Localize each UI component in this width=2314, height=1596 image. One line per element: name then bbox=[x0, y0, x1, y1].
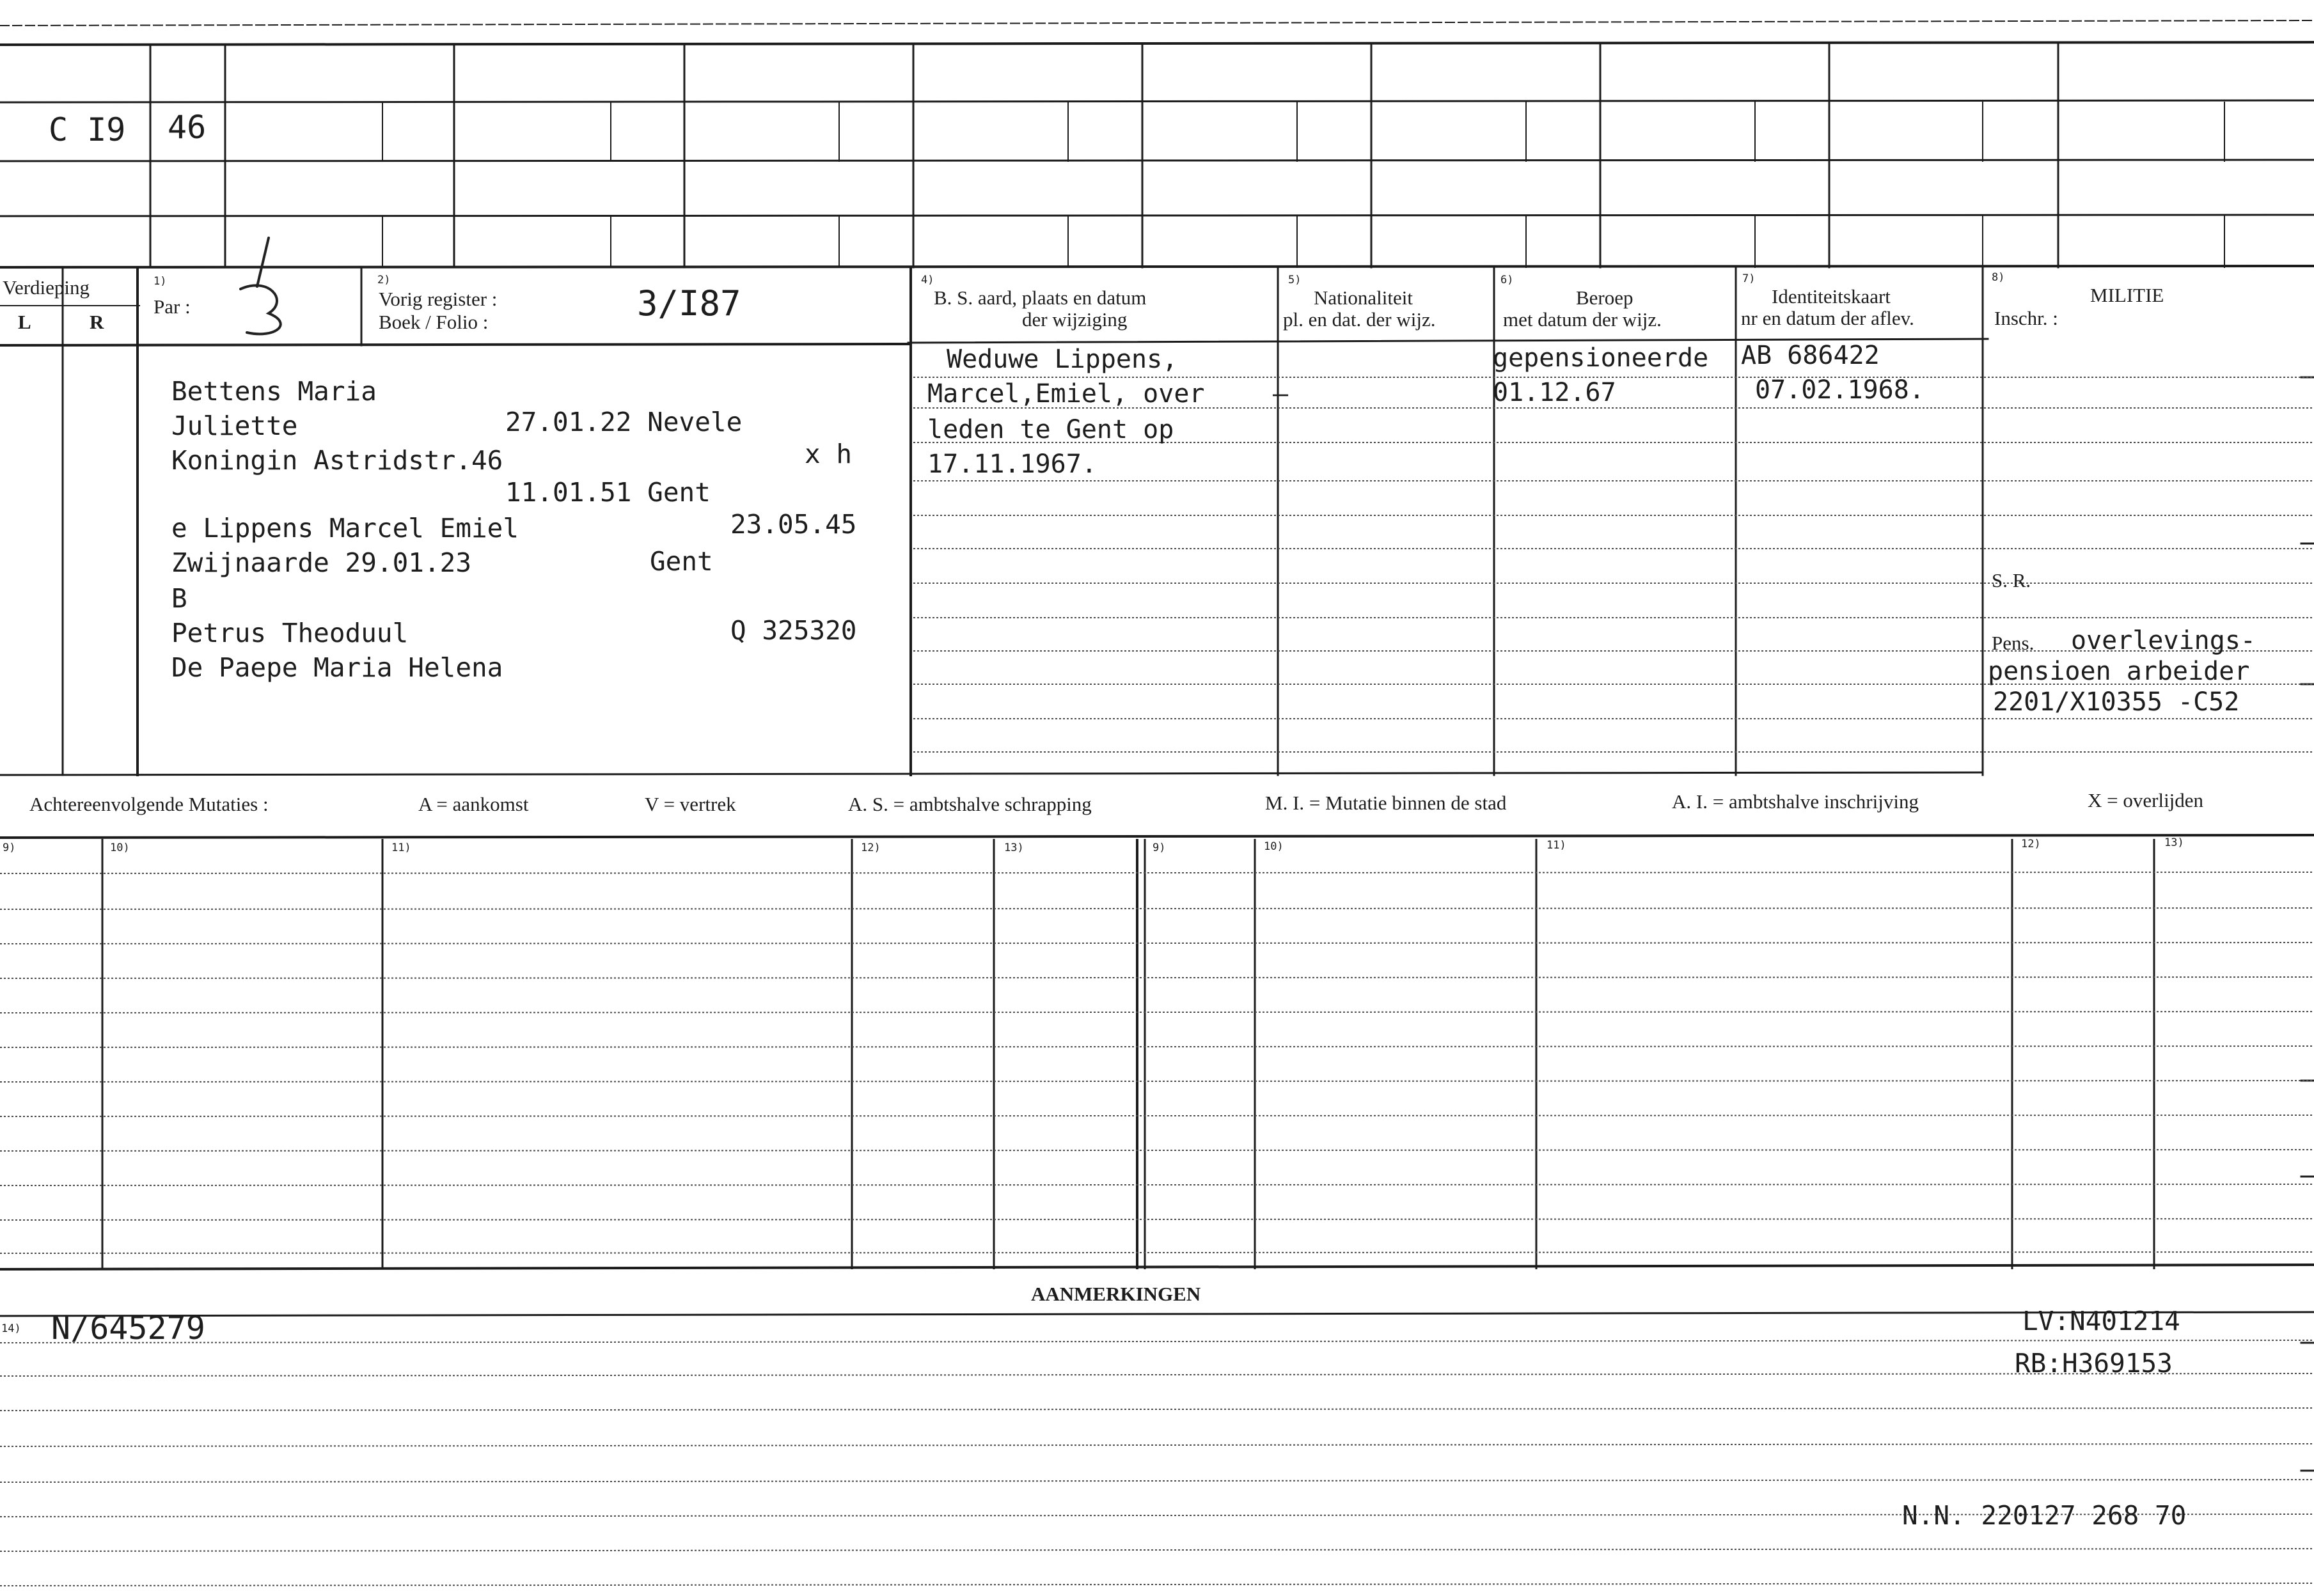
mut-col-11-left: 11) bbox=[391, 841, 411, 854]
bs-line-3: leden te Gent op bbox=[927, 415, 1174, 444]
person-line-9: De Paepe Maria Helena bbox=[171, 652, 503, 683]
mutaties-legend-x: X = overlijden bbox=[2088, 789, 2204, 811]
bs-line-4: 17.11.1967. bbox=[927, 450, 1097, 479]
person-line-2-date: 27.01.22 Nevele bbox=[505, 407, 743, 437]
mut-col-12-left: 12) bbox=[861, 841, 881, 854]
label-nationaliteit-line2: pl. en dat. der wijz. bbox=[1283, 308, 1436, 331]
mutaties-title: Achtereenvolgende Mutaties : bbox=[29, 793, 269, 815]
person-line-3: Koningin Astridstr.46 bbox=[171, 445, 503, 476]
label-bs-line1: B. S. aard, plaats en datum bbox=[934, 286, 1147, 309]
bs-line-1: Weduwe Lippens, bbox=[947, 345, 1178, 374]
label-beroep: Beroep bbox=[1576, 286, 1633, 309]
bs-line-2: Marcel,Emiel, over bbox=[927, 379, 1205, 409]
mut-col-13-right: 13) bbox=[2164, 836, 2184, 849]
person-line-6-place: Gent bbox=[650, 546, 713, 577]
aanmerkingen-lv: LV:N401214 bbox=[2022, 1306, 2180, 1336]
mut-col-10-right: 10) bbox=[1264, 840, 1284, 853]
mut-col-13-left: 13) bbox=[1004, 841, 1024, 854]
mutaties-legend-ai: A. I. = ambtshalve inschrijving bbox=[1672, 790, 1919, 813]
label-boek-folio: Boek / Folio : bbox=[379, 311, 489, 333]
field-number-4: 4) bbox=[921, 274, 934, 286]
person-line-3-mark: x h bbox=[805, 439, 853, 469]
pens-line-2: pensioen arbeider bbox=[1988, 657, 2250, 686]
mut-col-9-right: 9) bbox=[1153, 841, 1166, 854]
field-number-5: 5) bbox=[1288, 274, 1302, 286]
person-line-6: Zwijnaarde 29.01.23 bbox=[171, 547, 471, 578]
label-vorig-register: Vorig register : bbox=[379, 288, 498, 310]
id-card-line-1: AB 686422 bbox=[1741, 341, 1880, 370]
aanmerkingen-value: N/645279 bbox=[51, 1310, 205, 1347]
register-number: 46 bbox=[168, 109, 207, 146]
id-card-line-2: 07.02.1968. bbox=[1755, 375, 1924, 405]
mut-col-9-left: 9) bbox=[3, 841, 16, 854]
field-number-6: 6) bbox=[1500, 274, 1514, 286]
vorig-register-value: 3/I87 bbox=[637, 283, 741, 324]
label-pens: Pens. bbox=[1992, 632, 2035, 654]
field-number-14: 14) bbox=[1, 1322, 21, 1335]
pens-line-3: 2201/X10355 -C52 bbox=[1993, 687, 2240, 717]
register-code: C I9 bbox=[49, 111, 126, 148]
person-line-5-date: 23.05.45 bbox=[730, 509, 857, 540]
mut-col-12-right: 12) bbox=[2021, 838, 2041, 850]
label-verdieping-l: L bbox=[18, 311, 31, 333]
label-inschr: Inschr. : bbox=[1994, 307, 2058, 329]
mutaties-legend-mi: M. I. = Mutatie binnen de stad bbox=[1265, 792, 1507, 814]
mut-col-11-right: 11) bbox=[1547, 839, 1566, 852]
field-number-1: 1) bbox=[153, 275, 167, 288]
field-number-7: 7) bbox=[1742, 272, 1756, 285]
beroep-line-2: 01.12.67 bbox=[1493, 378, 1616, 407]
person-line-8-code: Q 325320 bbox=[730, 615, 857, 646]
label-militie: MILITIE bbox=[2090, 284, 2164, 306]
person-line-5-name: e Lippens Marcel Emiel bbox=[171, 513, 519, 544]
label-identiteitskaart: Identiteitskaart bbox=[1772, 285, 1891, 308]
par-handwritten-mark bbox=[240, 238, 281, 334]
field-number-2: 2) bbox=[377, 274, 391, 286]
field-number-8: 8) bbox=[1992, 271, 2005, 284]
label-beroep-line2: met datum der wijz. bbox=[1503, 308, 1662, 331]
person-line-2-name: Juliette bbox=[171, 411, 298, 441]
label-verdieping-r: R bbox=[90, 311, 104, 333]
mutaties-legend-v: V = vertrek bbox=[645, 793, 736, 815]
label-verdieping: Verdieping bbox=[3, 276, 90, 299]
aanmerkingen-rb: RB:H369153 bbox=[2015, 1348, 2173, 1379]
label-nationaliteit: Nationaliteit bbox=[1314, 286, 1413, 309]
beroep-line-1: gepensioneerde bbox=[1493, 343, 1709, 373]
mutaties-legend-as: A. S. = ambtshalve schrapping bbox=[848, 793, 1092, 815]
person-line-7: B bbox=[171, 583, 187, 614]
aanmerkingen-nn: N.N. 220127 268 70 bbox=[1902, 1500, 2187, 1531]
nationaliteit-value: — bbox=[1273, 379, 1289, 409]
pens-line-1: overlevings- bbox=[2071, 626, 2256, 655]
person-line-8: Petrus Theoduul bbox=[171, 618, 409, 648]
label-sr: S. R. bbox=[1992, 569, 2031, 591]
label-par: Par : bbox=[153, 295, 191, 318]
person-line-1: Bettens Maria bbox=[171, 376, 377, 407]
person-line-4: 11.01.51 Gent bbox=[505, 477, 711, 508]
mut-col-10-left: 10) bbox=[110, 841, 130, 854]
label-bs-line2: der wijziging bbox=[1022, 308, 1128, 331]
mutaties-legend-a: A = aankomst bbox=[418, 793, 529, 815]
aanmerkingen-title: AANMERKINGEN bbox=[1031, 1283, 1201, 1305]
label-identiteitskaart-line2: nr en datum der aflev. bbox=[1741, 307, 1914, 329]
